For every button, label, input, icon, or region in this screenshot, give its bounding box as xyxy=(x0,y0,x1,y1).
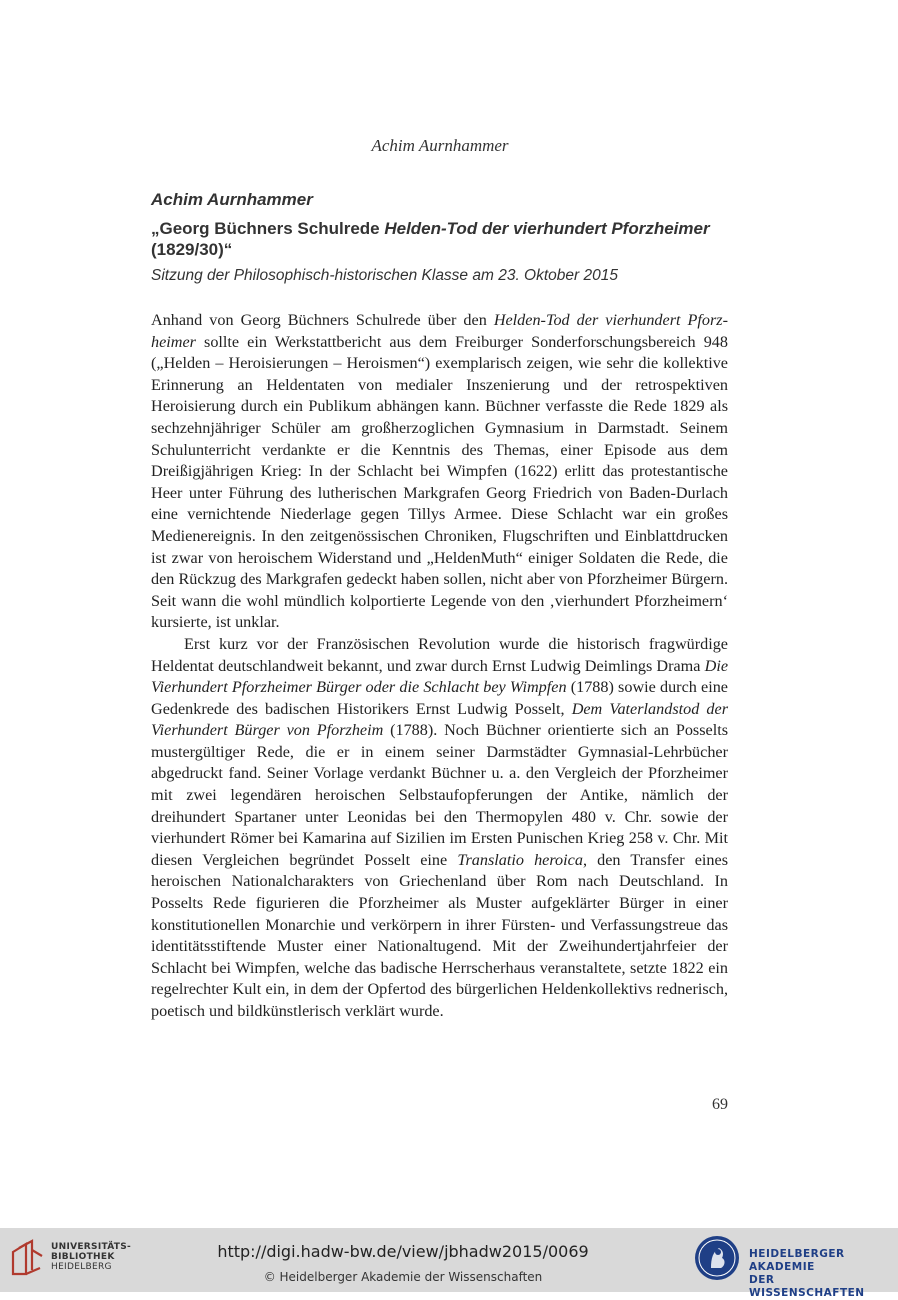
article-author: Achim Aurnhammer xyxy=(151,190,313,209)
session-info: Sitzung der Philosophisch-historischen Klasse am 23. Oktober 2015 xyxy=(151,267,618,284)
p2-text-d: , den Transfer eines heroischen Nationalcharakters von Griechenland über Rom nach Deutschland. In Posselts Rede figurieren die Pforzheimer als Muster aufgeklärter Bürger in einer konstitutionellen Monarchie und verkörpern in ihrer Fürsten- und Verfassungstreue das identitätsstiftende Muster einer Nationaltugend. Mit der Zweihundertjahrfeier der Schlacht bei Wimpfen, welche das badische Herrscherhaus veranstaltete, setzte 1822 ein regelrechter Kult ein, in dem der Opfertod des bürgerlichen Heldenkollektivs rednerisch, poetisch und bildkünstlerisch verklärt wurde. xyxy=(151,850,729,1020)
title-suffix: (1829/30)“ xyxy=(151,240,233,259)
title-prefix: „Georg Büchners Schulrede xyxy=(151,219,385,238)
copyright-notice: © Heidelberger Akademie der Wissenschaften xyxy=(263,1270,543,1284)
academy-seal-icon xyxy=(693,1234,741,1282)
p1-text-b: sollte ein Werkstattbericht aus dem Freiburger Sonderforschungsbereich 948 („Helden – Heroisierungen – Heroismen“) exemplarisch zeigen, wie sehr die kollektive Erinnerung an Heldentaten von medialer Inszenierung und der retrospektiven Heroisierung durch ein Publikum abhängen kann. Büchner verfasste die Rede 1829 als sechzehnjähriger Schüler am großherzoglichen Gymnasium in Darmstadt. Seinem Schulunterricht verdankte er die Kenntnis des Themas, einer Episode aus dem Dreißigjährigen Krieg: In der Schlacht bei Wimpfen (1622) erlitt das protestantische Heer unter Führung des lutherischen Markgrafen Georg Friedrich von Baden-Durlach eine vernichtende Niederlage gegen Tillys Armee. Diese Schlacht war ein großes Medienereignis. In den zeitgenössischen Chroniken, Flugschriften und Einblattdrucken ist zwar von heroischem Widerstand und „HeldenMuth“ einiger Soldaten die Rede, die den Rückzug des Markgrafen gedeckt haben sollen, nicht aber von Pforzheimer Bürgern. Seit wann die wohl mündlich kolportierte Legende von den ‚vierhundert Pforzheimern‘ kursierte, ist unklar. xyxy=(151,332,728,632)
academy-name xyxy=(749,1248,893,1300)
title-italic: Helden-Tod der vierhundert Pforzheimer xyxy=(384,219,710,238)
library-line-1: UNIVERSITÄTS- xyxy=(51,1242,132,1252)
p2-text-b: (1788) sowie durch eine Gedenkrede des badischen Historikers Ernst Ludwig Posselt, xyxy=(151,678,728,718)
permalink-url[interactable]: http://digi.hadw-bw.de/view/jbhadw2015/0069 xyxy=(217,1242,589,1261)
academy-line-1: HEIDELBERGER AKADEMIE xyxy=(749,1248,845,1273)
p2-italic-c: Translatio heroica xyxy=(457,850,583,869)
paragraph-1 xyxy=(151,310,728,634)
article-header xyxy=(151,190,731,285)
article-title xyxy=(151,218,731,260)
library-line-3: HEIDELBERG xyxy=(51,1262,112,1272)
body-text xyxy=(151,310,728,1023)
library-line-2: BIBLIOTHEK xyxy=(51,1252,115,1262)
academy-logo[interactable] xyxy=(693,1234,893,1299)
footer-bar xyxy=(0,1228,898,1299)
p2-text-a: Erst kurz vor der Französischen Revolution wurde die historisch fragwürdige Heldentat deutschlandweit bekannt, und zwar durch Ernst Ludwig Deimlings Drama xyxy=(151,634,728,675)
p1-italic-a: Helden-Tod der vierhundert Pforzheimer xyxy=(151,311,728,351)
paragraph-2 xyxy=(151,634,728,1023)
p1-text-a: Anhand von Georg Büchners Schulrede über den xyxy=(151,311,494,329)
academy-line-2: DER WISSENSCHAFTEN xyxy=(749,1274,865,1299)
p2-italic-b: Dem Vaterlandstod der Vierhundert Bürger von Pforzheim xyxy=(151,699,728,740)
page-number: 69 xyxy=(712,1096,728,1113)
p2-text-c: (1788). Noch Büchner orientierte sich an Posselts mustergültiger Rede, die er in einem seiner Darmstädter Gymnasial-Lehrbücher abgedruckt fand. Seiner Vorlage verdankt Büchner u. a. den Vergleich der Pforzheimer mit zwei legendären heroischen Selbstaufopferungen der Antike, nämlich der dreihundert Spartaner unter Leonidas bei den Thermopylen 480 v. Chr. sowie der vierhundert Römer bei Kamarina auf Sizilien im Ersten Punischen Krieg 258 v. Chr. Mit diesen Vergleichen begründet Posselt eine xyxy=(151,721,728,869)
p2-italic-a: Die Vierhundert Pforzheimer Bürger oder die Schlacht bey Wimpfen xyxy=(151,656,728,697)
running-head: Achim Aurnhammer xyxy=(371,136,509,155)
